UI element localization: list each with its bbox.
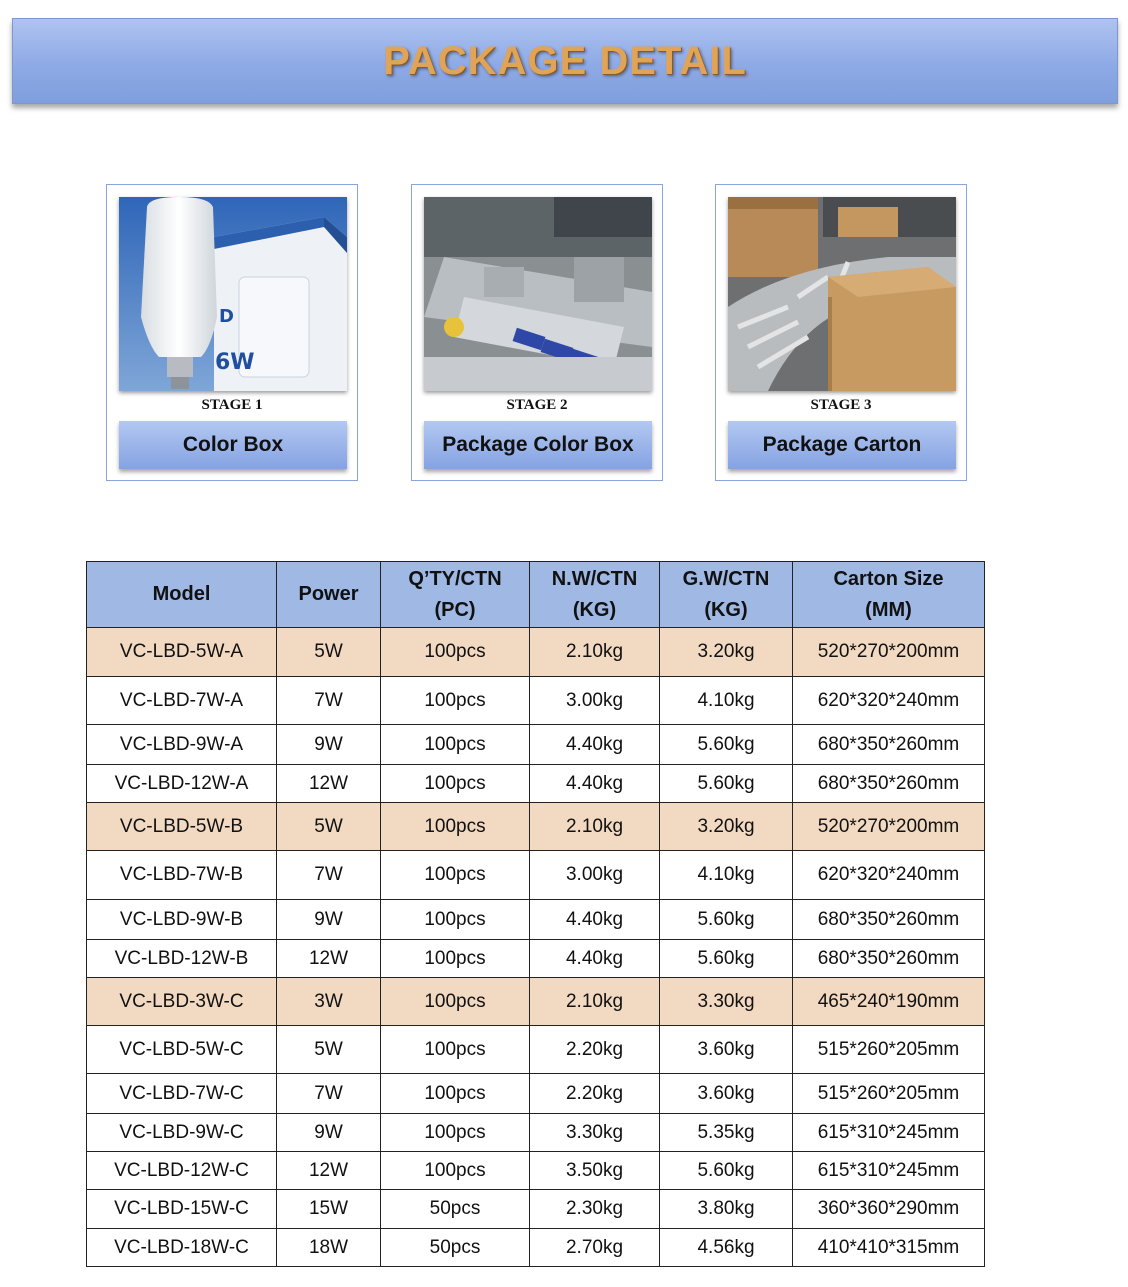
cell-power: 18W (277, 1229, 381, 1267)
cell-carton-size: 515*260*205mm (793, 1026, 985, 1074)
table-row (87, 1114, 985, 1152)
cell-model: VC-LBD-7W-B (87, 851, 277, 900)
cell-carton-size: 410*410*315mm (793, 1229, 985, 1267)
cell-carton-size: 615*310*245mm (793, 1114, 985, 1152)
cell-gross-weight: 5.60kg (660, 940, 793, 978)
cell-carton-size: 615*310*245mm (793, 1152, 985, 1190)
cell-qty: 100pcs (381, 803, 530, 851)
cell-power: 12W (277, 765, 381, 803)
cell-net-weight: 3.00kg (530, 677, 660, 725)
cell-net-weight: 2.20kg (530, 1026, 660, 1074)
cell-power: 12W (277, 940, 381, 978)
cell-gross-weight: 3.60kg (660, 1074, 793, 1114)
cell-net-weight: 4.40kg (530, 725, 660, 765)
cell-net-weight: 4.40kg (530, 765, 660, 803)
stage-label-3: STAGE 3 (810, 397, 872, 413)
header-nw-ctn: N.W/CTN (KG) (530, 562, 660, 628)
cell-qty: 100pcs (381, 900, 530, 940)
cell-gross-weight: 5.60kg (660, 1152, 793, 1190)
cell-qty: 100pcs (381, 725, 530, 765)
cell-carton-size: 515*260*205mm (793, 1074, 985, 1114)
cell-gross-weight: 4.10kg (660, 851, 793, 900)
table-row (87, 1190, 985, 1229)
stage-label-1: STAGE 1 (201, 397, 263, 413)
cell-qty: 100pcs (381, 940, 530, 978)
cell-carton-size: 680*350*260mm (793, 900, 985, 940)
cell-model: VC-LBD-18W-C (87, 1229, 277, 1267)
cell-gross-weight: 4.10kg (660, 677, 793, 725)
cell-gross-weight: 4.56kg (660, 1229, 793, 1267)
cell-power: 5W (277, 1026, 381, 1074)
table-row (87, 765, 985, 803)
cell-power: 5W (277, 803, 381, 851)
header-model: Model (87, 562, 277, 628)
cell-carton-size: 465*240*190mm (793, 978, 985, 1026)
cell-model: VC-LBD-12W-A (87, 765, 277, 803)
cell-net-weight: 2.30kg (530, 1190, 660, 1229)
cell-gross-weight: 3.20kg (660, 628, 793, 677)
table-header-row (87, 562, 985, 628)
cell-qty: 100pcs (381, 1114, 530, 1152)
cell-model: VC-LBD-9W-A (87, 725, 277, 765)
cell-power: 5W (277, 628, 381, 677)
stage-card-2 (411, 184, 663, 481)
package-detail-table (86, 561, 985, 1267)
cell-net-weight: 2.10kg (530, 978, 660, 1026)
cell-gross-weight: 3.60kg (660, 1026, 793, 1074)
box-badge-text: D (219, 306, 234, 327)
cell-gross-weight: 5.60kg (660, 900, 793, 940)
cell-net-weight: 4.40kg (530, 900, 660, 940)
cell-power: 9W (277, 900, 381, 940)
cell-model: VC-LBD-9W-C (87, 1114, 277, 1152)
cell-power: 3W (277, 978, 381, 1026)
title-banner (12, 18, 1118, 104)
header-gw-ctn: G.W/CTN (KG) (660, 562, 793, 628)
cell-power: 15W (277, 1190, 381, 1229)
table-row (87, 1229, 985, 1267)
cell-gross-weight: 3.80kg (660, 1190, 793, 1229)
cell-carton-size: 680*350*260mm (793, 725, 985, 765)
cell-qty: 100pcs (381, 978, 530, 1026)
carton-conveyor-photo (728, 197, 956, 391)
package-carton-button[interactable]: Package Carton (728, 421, 956, 469)
cell-carton-size: 680*350*260mm (793, 765, 985, 803)
cell-net-weight: 2.20kg (530, 1074, 660, 1114)
table-row (87, 628, 985, 677)
color-box-button[interactable]: Color Box (119, 421, 347, 469)
cell-gross-weight: 3.30kg (660, 978, 793, 1026)
led-bulb-color-box-photo (119, 197, 347, 391)
cell-power: 12W (277, 1152, 381, 1190)
stage-card-1 (106, 184, 358, 481)
cell-model: VC-LBD-7W-C (87, 1074, 277, 1114)
cell-net-weight: 2.70kg (530, 1229, 660, 1267)
cell-qty: 100pcs (381, 628, 530, 677)
cell-qty: 100pcs (381, 765, 530, 803)
cell-net-weight: 3.50kg (530, 1152, 660, 1190)
table-row (87, 677, 985, 725)
cell-gross-weight: 5.35kg (660, 1114, 793, 1152)
stage-label-2: STAGE 2 (506, 397, 568, 413)
header-power: Power (277, 562, 381, 628)
table-row (87, 900, 985, 940)
cell-carton-size: 520*270*200mm (793, 628, 985, 677)
cell-qty: 100pcs (381, 677, 530, 725)
table-row (87, 1074, 985, 1114)
cell-model: VC-LBD-3W-C (87, 978, 277, 1026)
cell-qty: 100pcs (381, 851, 530, 900)
cell-net-weight: 3.00kg (530, 851, 660, 900)
cell-net-weight: 3.30kg (530, 1114, 660, 1152)
cell-qty: 100pcs (381, 1152, 530, 1190)
header-carton-size: Carton Size (MM) (793, 562, 985, 628)
cell-carton-size: 520*270*200mm (793, 803, 985, 851)
cell-net-weight: 4.40kg (530, 940, 660, 978)
cell-qty: 100pcs (381, 1026, 530, 1074)
cell-power: 7W (277, 851, 381, 900)
cell-qty: 100pcs (381, 1074, 530, 1114)
cell-net-weight: 2.10kg (530, 628, 660, 677)
cell-model: VC-LBD-5W-B (87, 803, 277, 851)
table-row (87, 803, 985, 851)
cell-model: VC-LBD-12W-C (87, 1152, 277, 1190)
cell-qty: 50pcs (381, 1229, 530, 1267)
cell-carton-size: 620*320*240mm (793, 677, 985, 725)
cell-gross-weight: 3.20kg (660, 803, 793, 851)
header-qty-ctn: Q’TY/CTN (PC) (381, 562, 530, 628)
cell-model: VC-LBD-12W-B (87, 940, 277, 978)
cell-carton-size: 680*350*260mm (793, 940, 985, 978)
cell-model: VC-LBD-7W-A (87, 677, 277, 725)
table-row (87, 851, 985, 900)
cell-power: 7W (277, 1074, 381, 1114)
cell-model: VC-LBD-9W-B (87, 900, 277, 940)
cell-carton-size: 620*320*240mm (793, 851, 985, 900)
package-color-box-button[interactable]: Package Color Box (424, 421, 652, 469)
table-row (87, 978, 985, 1026)
table-row (87, 1026, 985, 1074)
cell-power: 9W (277, 1114, 381, 1152)
cell-gross-weight: 5.60kg (660, 725, 793, 765)
cell-qty: 50pcs (381, 1190, 530, 1229)
stage-card-3 (715, 184, 967, 481)
cell-model: VC-LBD-15W-C (87, 1190, 277, 1229)
cell-power: 7W (277, 677, 381, 725)
box-power-text: 6W (215, 350, 255, 375)
cell-carton-size: 360*360*290mm (793, 1190, 985, 1229)
page-title: PACKAGE DETAIL (383, 38, 747, 83)
table-row (87, 725, 985, 765)
packaging-line-photo (424, 197, 652, 391)
cell-model: VC-LBD-5W-C (87, 1026, 277, 1074)
cell-power: 9W (277, 725, 381, 765)
table-row (87, 1152, 985, 1190)
cell-gross-weight: 5.60kg (660, 765, 793, 803)
table-row (87, 940, 985, 978)
cell-net-weight: 2.10kg (530, 803, 660, 851)
cell-model: VC-LBD-5W-A (87, 628, 277, 677)
